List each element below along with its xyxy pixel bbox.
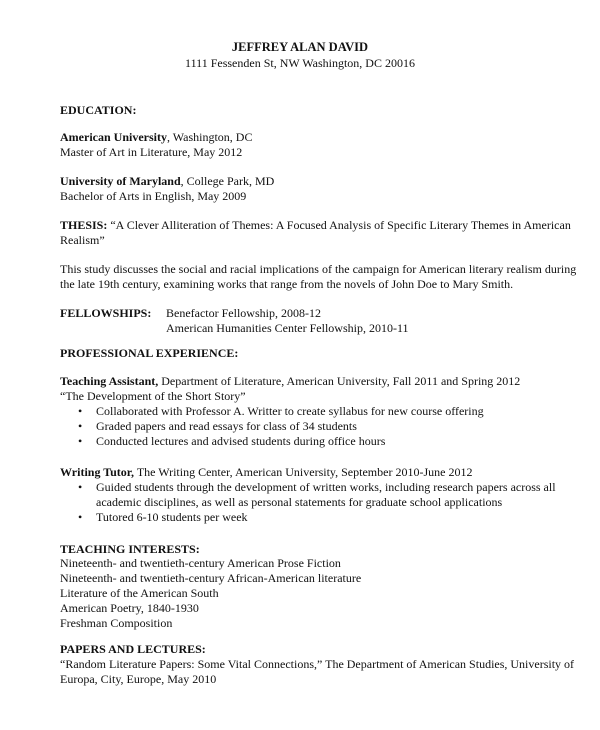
bullet-item: • Conducted lectures and advised students during office hours [60, 434, 560, 449]
fellowships-heading: FELLOWSHIPS: [60, 306, 152, 320]
degree: Master of Art in Literature, May 2012 [60, 145, 243, 159]
institution-location: , Washington, DC [166, 130, 253, 144]
job-bullets [60, 404, 560, 449]
bullet-item: • Collaborated with Professor A. Writter to create syllabus for new course offering [60, 404, 560, 419]
interest-item: Freshman Composition [60, 616, 173, 630]
paper-line2: Europa, City, Europe, May 2010 [60, 672, 217, 686]
job-bullets [60, 480, 560, 525]
thesis-section [60, 218, 571, 248]
bullet-item: • Graded papers and read essays for class of 34 students [60, 419, 560, 434]
institution-name: University of Maryland [60, 174, 181, 188]
education-entry-2 [60, 174, 560, 204]
fellowship-item: Benefactor Fellowship, 2008-12 [166, 306, 321, 320]
job-entry-1 [60, 374, 560, 449]
experience-heading: PROFESSIONAL EXPERIENCE: [60, 346, 239, 360]
thesis-desc-line2: the late 19th century, examining works that range from the novels of John Doe to Mary Smith. [60, 277, 514, 291]
interest-item: Literature of the American South [60, 586, 219, 600]
bullet-item: • Tutored 6-10 students per week [60, 510, 560, 525]
paper-line1: “Random Literature Papers: Some Vital Connections,” The Department of American Studies, University of [60, 657, 575, 671]
fellowships-list [166, 306, 409, 336]
fellowships-section [60, 306, 560, 338]
applicant-name: JEFFREY ALAN DAVID [231, 40, 369, 54]
job-subtitle: “The Development of the Short Story” [60, 389, 246, 403]
papers-heading: PAPERS AND LECTURES: [60, 642, 206, 656]
interest-item: American Poetry, 1840-1930 [60, 601, 199, 615]
bullet-item: • Guided students through the development of written works, including research papers across all academic disciplines, as well as personal statements for graduate school applications [60, 480, 560, 510]
thesis-description [60, 262, 577, 292]
fellowship-item: American Humanities Center Fellowship, 2010-11 [166, 321, 409, 335]
thesis-title-line2: Realism” [60, 233, 105, 247]
thesis-desc-line1: This study discusses the social and racial implications of the campaign for American literary realism during [60, 262, 577, 276]
education-entry-1 [60, 130, 560, 160]
thesis-title-line1: “A Clever Alliteration of Themes: A Focused Analysis of Specific Literary Themes in American [107, 218, 571, 232]
job-role: Teaching Assistant, [60, 374, 159, 388]
degree: Bachelor of Arts in English, May 2009 [60, 189, 247, 203]
teaching-interests-list [60, 556, 560, 631]
institution-location: , College Park, MD [180, 174, 275, 188]
papers-entry [60, 657, 575, 687]
interest-item: Nineteenth- and twentieth-century African-American literature [60, 571, 362, 585]
job-role: Writing Tutor, [60, 465, 135, 479]
job-details: Department of Literature, American University, Fall 2011 and Spring 2012 [158, 374, 521, 388]
interest-item: Nineteenth- and twentieth-century American Prose Fiction [60, 556, 341, 570]
education-heading: EDUCATION: [60, 103, 137, 117]
thesis-label: THESIS: [60, 218, 108, 232]
institution-name: American University [60, 130, 167, 144]
job-entry-2 [60, 465, 560, 525]
teaching-interests-heading: TEACHING INTERESTS: [60, 542, 200, 556]
job-details: The Writing Center, American University, September 2010-June 2012 [134, 465, 473, 479]
applicant-address: 1111 Fessenden St, NW Washington, DC 20016 [185, 56, 415, 70]
